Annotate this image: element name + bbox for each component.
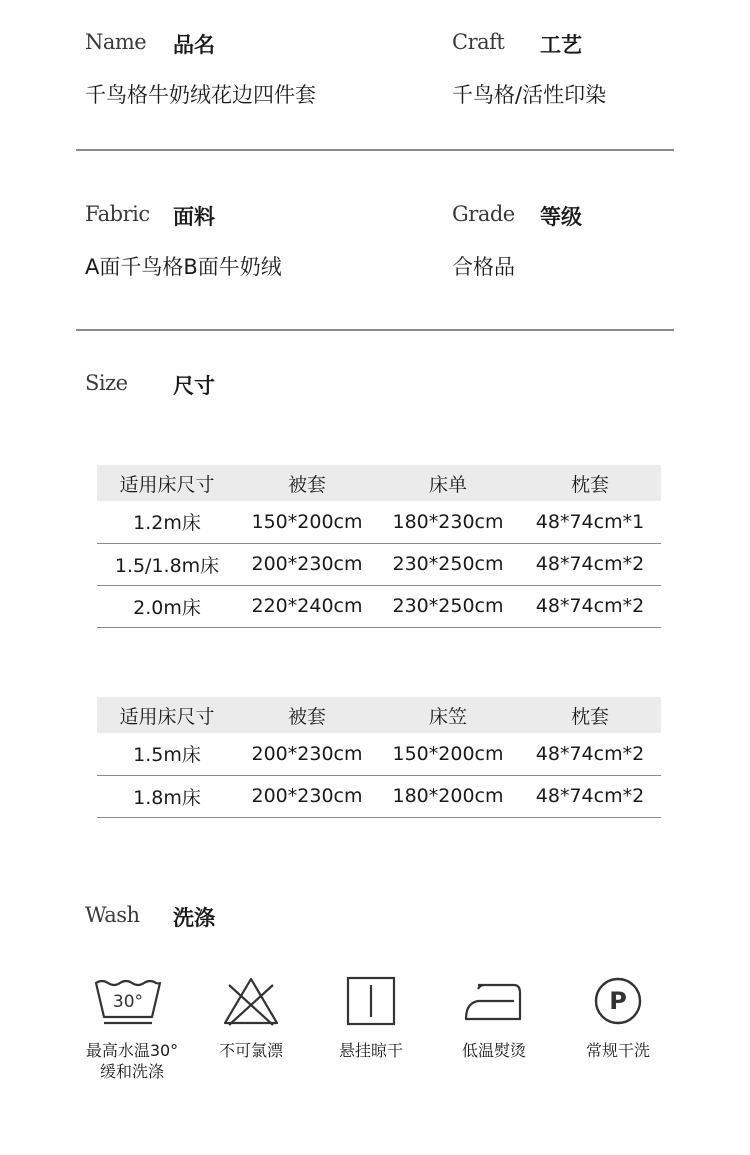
size-table-1	[97, 465, 661, 628]
dry-clean-label	[558, 1040, 678, 1061]
size-table-2	[97, 697, 661, 818]
table-cell: 1.5/1.8m床	[97, 543, 237, 585]
grade-label-zh: 等级	[540, 205, 582, 229]
table-cell: 220*240cm	[237, 585, 377, 627]
table-cell: 200*230cm	[237, 775, 377, 817]
wash-30-label	[72, 1040, 192, 1082]
no-bleach-label	[191, 1040, 311, 1061]
table-header-row	[97, 465, 661, 501]
low-iron-label	[434, 1040, 554, 1061]
craft-label-en: Craft	[452, 30, 505, 54]
table-header-cell: 适用床尺寸	[97, 465, 237, 501]
name-label-zh: 品名	[173, 33, 215, 57]
table-cell: 150*200cm	[377, 733, 519, 775]
table-cell: 1.8m床	[97, 775, 237, 817]
table-header-cell: 床单	[377, 465, 519, 501]
low-iron-icon	[434, 975, 554, 1027]
table-row	[97, 585, 661, 627]
table-cell: 48*74cm*2	[519, 733, 661, 775]
wash-30-icon	[68, 975, 188, 1027]
table-header-cell: 被套	[237, 697, 377, 733]
table-cell: 180*230cm	[377, 501, 519, 543]
hang-dry-label	[311, 1040, 431, 1061]
wash-temp-text: 30°	[112, 992, 144, 1012]
divider-1	[76, 149, 674, 151]
table-cell: 48*74cm*1	[519, 501, 661, 543]
no-bleach-icon	[191, 975, 311, 1027]
table-cell: 2.0m床	[97, 585, 237, 627]
no-bleach-line1: 不可氯漂	[218, 1041, 283, 1060]
dry-clean-icon	[558, 975, 678, 1027]
low-iron-line1: 低温熨烫	[461, 1041, 526, 1060]
divider-2	[76, 329, 674, 331]
grade-value: 合格品	[452, 255, 515, 279]
table-header-cell: 枕套	[519, 465, 661, 501]
fabric-label-zh: 面料	[173, 205, 215, 229]
table-row	[97, 775, 661, 817]
wash-label-zh: 洗涤	[173, 906, 215, 930]
table-cell: 1.5m床	[97, 733, 237, 775]
table-header-cell: 适用床尺寸	[97, 697, 237, 733]
name-label-en: Name	[85, 30, 147, 54]
table-row	[97, 501, 661, 543]
table-cell: 230*250cm	[377, 543, 519, 585]
grade-label-en: Grade	[452, 202, 515, 226]
fabric-label-en: Fabric	[85, 202, 150, 226]
table-cell: 48*74cm*2	[519, 543, 661, 585]
table-cell: 48*74cm*2	[519, 585, 661, 627]
hang-dry-line1: 悬挂晾干	[338, 1041, 403, 1060]
table-cell: 200*230cm	[237, 733, 377, 775]
table-cell: 200*230cm	[237, 543, 377, 585]
table-row	[97, 733, 661, 775]
wash-label-en: Wash	[85, 903, 140, 927]
table-cell: 180*200cm	[377, 775, 519, 817]
table-row	[97, 543, 661, 585]
table-cell: 150*200cm	[237, 501, 377, 543]
fabric-value: A面千鸟格B面牛奶绒	[85, 255, 282, 279]
table-cell: 230*250cm	[377, 585, 519, 627]
hang-dry-icon	[311, 975, 431, 1027]
size-label-zh: 尺寸	[173, 374, 215, 398]
table-header-cell: 枕套	[519, 697, 661, 733]
table-header-cell: 床笠	[377, 697, 519, 733]
wash-30-line2: 缓和洗涤	[99, 1062, 164, 1081]
dry-clean-line1: 常规干洗	[585, 1041, 650, 1060]
dry-clean-letter: P	[609, 987, 627, 1015]
craft-value: 千鸟格/活性印染	[452, 83, 607, 107]
table-cell: 1.2m床	[97, 501, 237, 543]
table-cell: 48*74cm*2	[519, 775, 661, 817]
size-label-en: Size	[85, 371, 128, 395]
name-value: 千鸟格牛奶绒花边四件套	[85, 83, 316, 107]
wash-30-line1: 最高水温30°	[85, 1041, 179, 1060]
craft-label-zh: 工艺	[540, 33, 582, 57]
table-header-cell: 被套	[237, 465, 377, 501]
table-header-row	[97, 697, 661, 733]
